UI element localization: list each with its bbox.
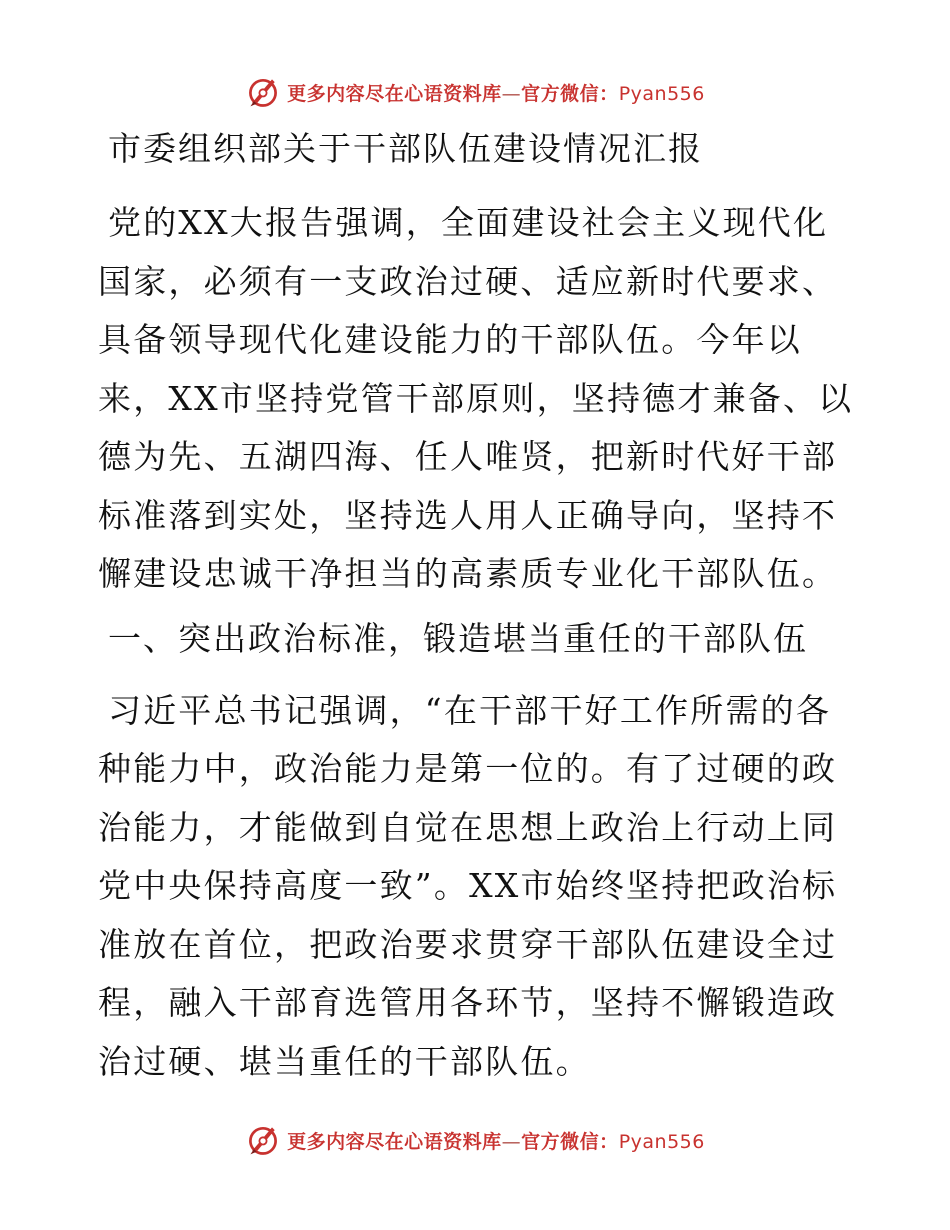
document-body [98, 124, 858, 1101]
footer-watermark-banner [0, 1120, 950, 1160]
quill-logo-icon [245, 74, 281, 110]
watermark-text: 更多内容尽在心语资料库—官方微信：Pyan556 [287, 82, 705, 105]
intro-paragraph: 党的XX大报告强调，全面建设社会主义现代化国家，必须有一支政治过硬、适应新时代要求、具备领导现代化建设能力的干部队伍。今年以来，XX市坚持党管干部原则，坚持德才兼备、以德为先、五湖四海、任人唯贤，把新时代好干部标准落到实处，坚持选人用人正确导向，坚持不懈建设忠诚干净担当的高素质专业化干部队伍。 [98, 203, 854, 593]
section-paragraph: 习近平总书记强调，“在干部干好工作所需的各种能力中，政治能力是第一位的。有了过硬的政治能力，才能做到自觉在思想上政治上行动上同党中央保持高度一致”。XX市始终坚持把政治标准放在首位，把政治要求贯穿干部队伍建设全过程，融入干部育选管用各环节，坚持不懈锻造政治过硬、堪当重任的干部队伍。 [98, 690, 838, 1081]
header-watermark-banner [0, 72, 950, 112]
watermark-text: 更多内容尽在心语资料库—官方微信：Pyan556 [287, 1130, 705, 1153]
document-title: 市委组织部关于干部队伍建设情况汇报 [108, 129, 703, 168]
section-heading: 一、突出政治标准，锻造堪当重任的干部队伍 [108, 618, 808, 658]
quill-logo-icon [245, 1122, 281, 1158]
